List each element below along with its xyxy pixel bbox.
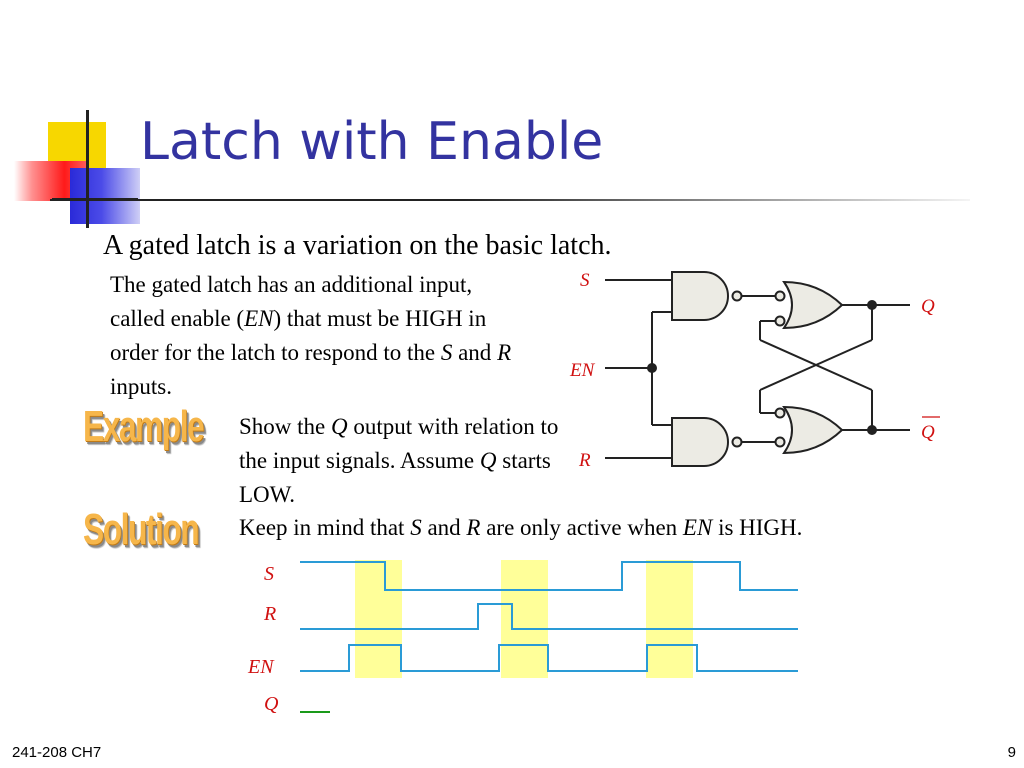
enable-highlight [355,560,402,678]
example-wordart: Example [83,402,204,451]
nand-bottom-bubble [733,438,742,447]
r-input-label: R [579,450,591,471]
footer-course-code: 241-208 CH7 [12,744,102,761]
decor-blue-square [70,168,140,224]
s-timing-label: S [264,563,274,585]
q-output-label: Q [921,296,935,317]
q-timing-label: Q [264,693,279,715]
decor-vertical-line [86,110,89,228]
en-input-label: EN [570,360,595,381]
title-underline [50,199,970,201]
gated-latch-circuit [560,262,960,472]
slide-title: Latch with Enable [140,112,604,172]
gated-latch-description: The gated latch has an additional input, called enable (EN) that must be HIGH in order for the latch to respond to the S and R inputs. [110,272,512,399]
enable-highlight [501,560,548,678]
s-input-label: S [580,270,590,291]
solution-wordart: Solution [83,505,199,554]
nand-gate-bottom [672,418,728,466]
timing-diagram [240,555,810,725]
q-bar-output-label: Q [921,422,935,443]
page-number: 9 [1007,744,1016,761]
example-text: Show the Q output with relation to the input signals. Assume Q starts LOW. [239,414,559,507]
nand-gate-top [672,272,728,320]
q-bar-junction-dot [867,425,877,435]
nand-top-bubble [733,292,742,301]
lead-sentence: A gated latch is a variation on the basic latch. [103,230,612,261]
en-junction-dot [647,363,657,373]
q-junction-dot [867,300,877,310]
enable-highlight [646,560,693,678]
en-timing-label: EN [248,656,274,678]
solution-text: Keep in mind that S and R are only active when EN is HIGH. [239,515,803,540]
r-timing-label: R [264,603,277,625]
or-gate-top [784,282,842,328]
or-gate-bottom [784,407,842,453]
